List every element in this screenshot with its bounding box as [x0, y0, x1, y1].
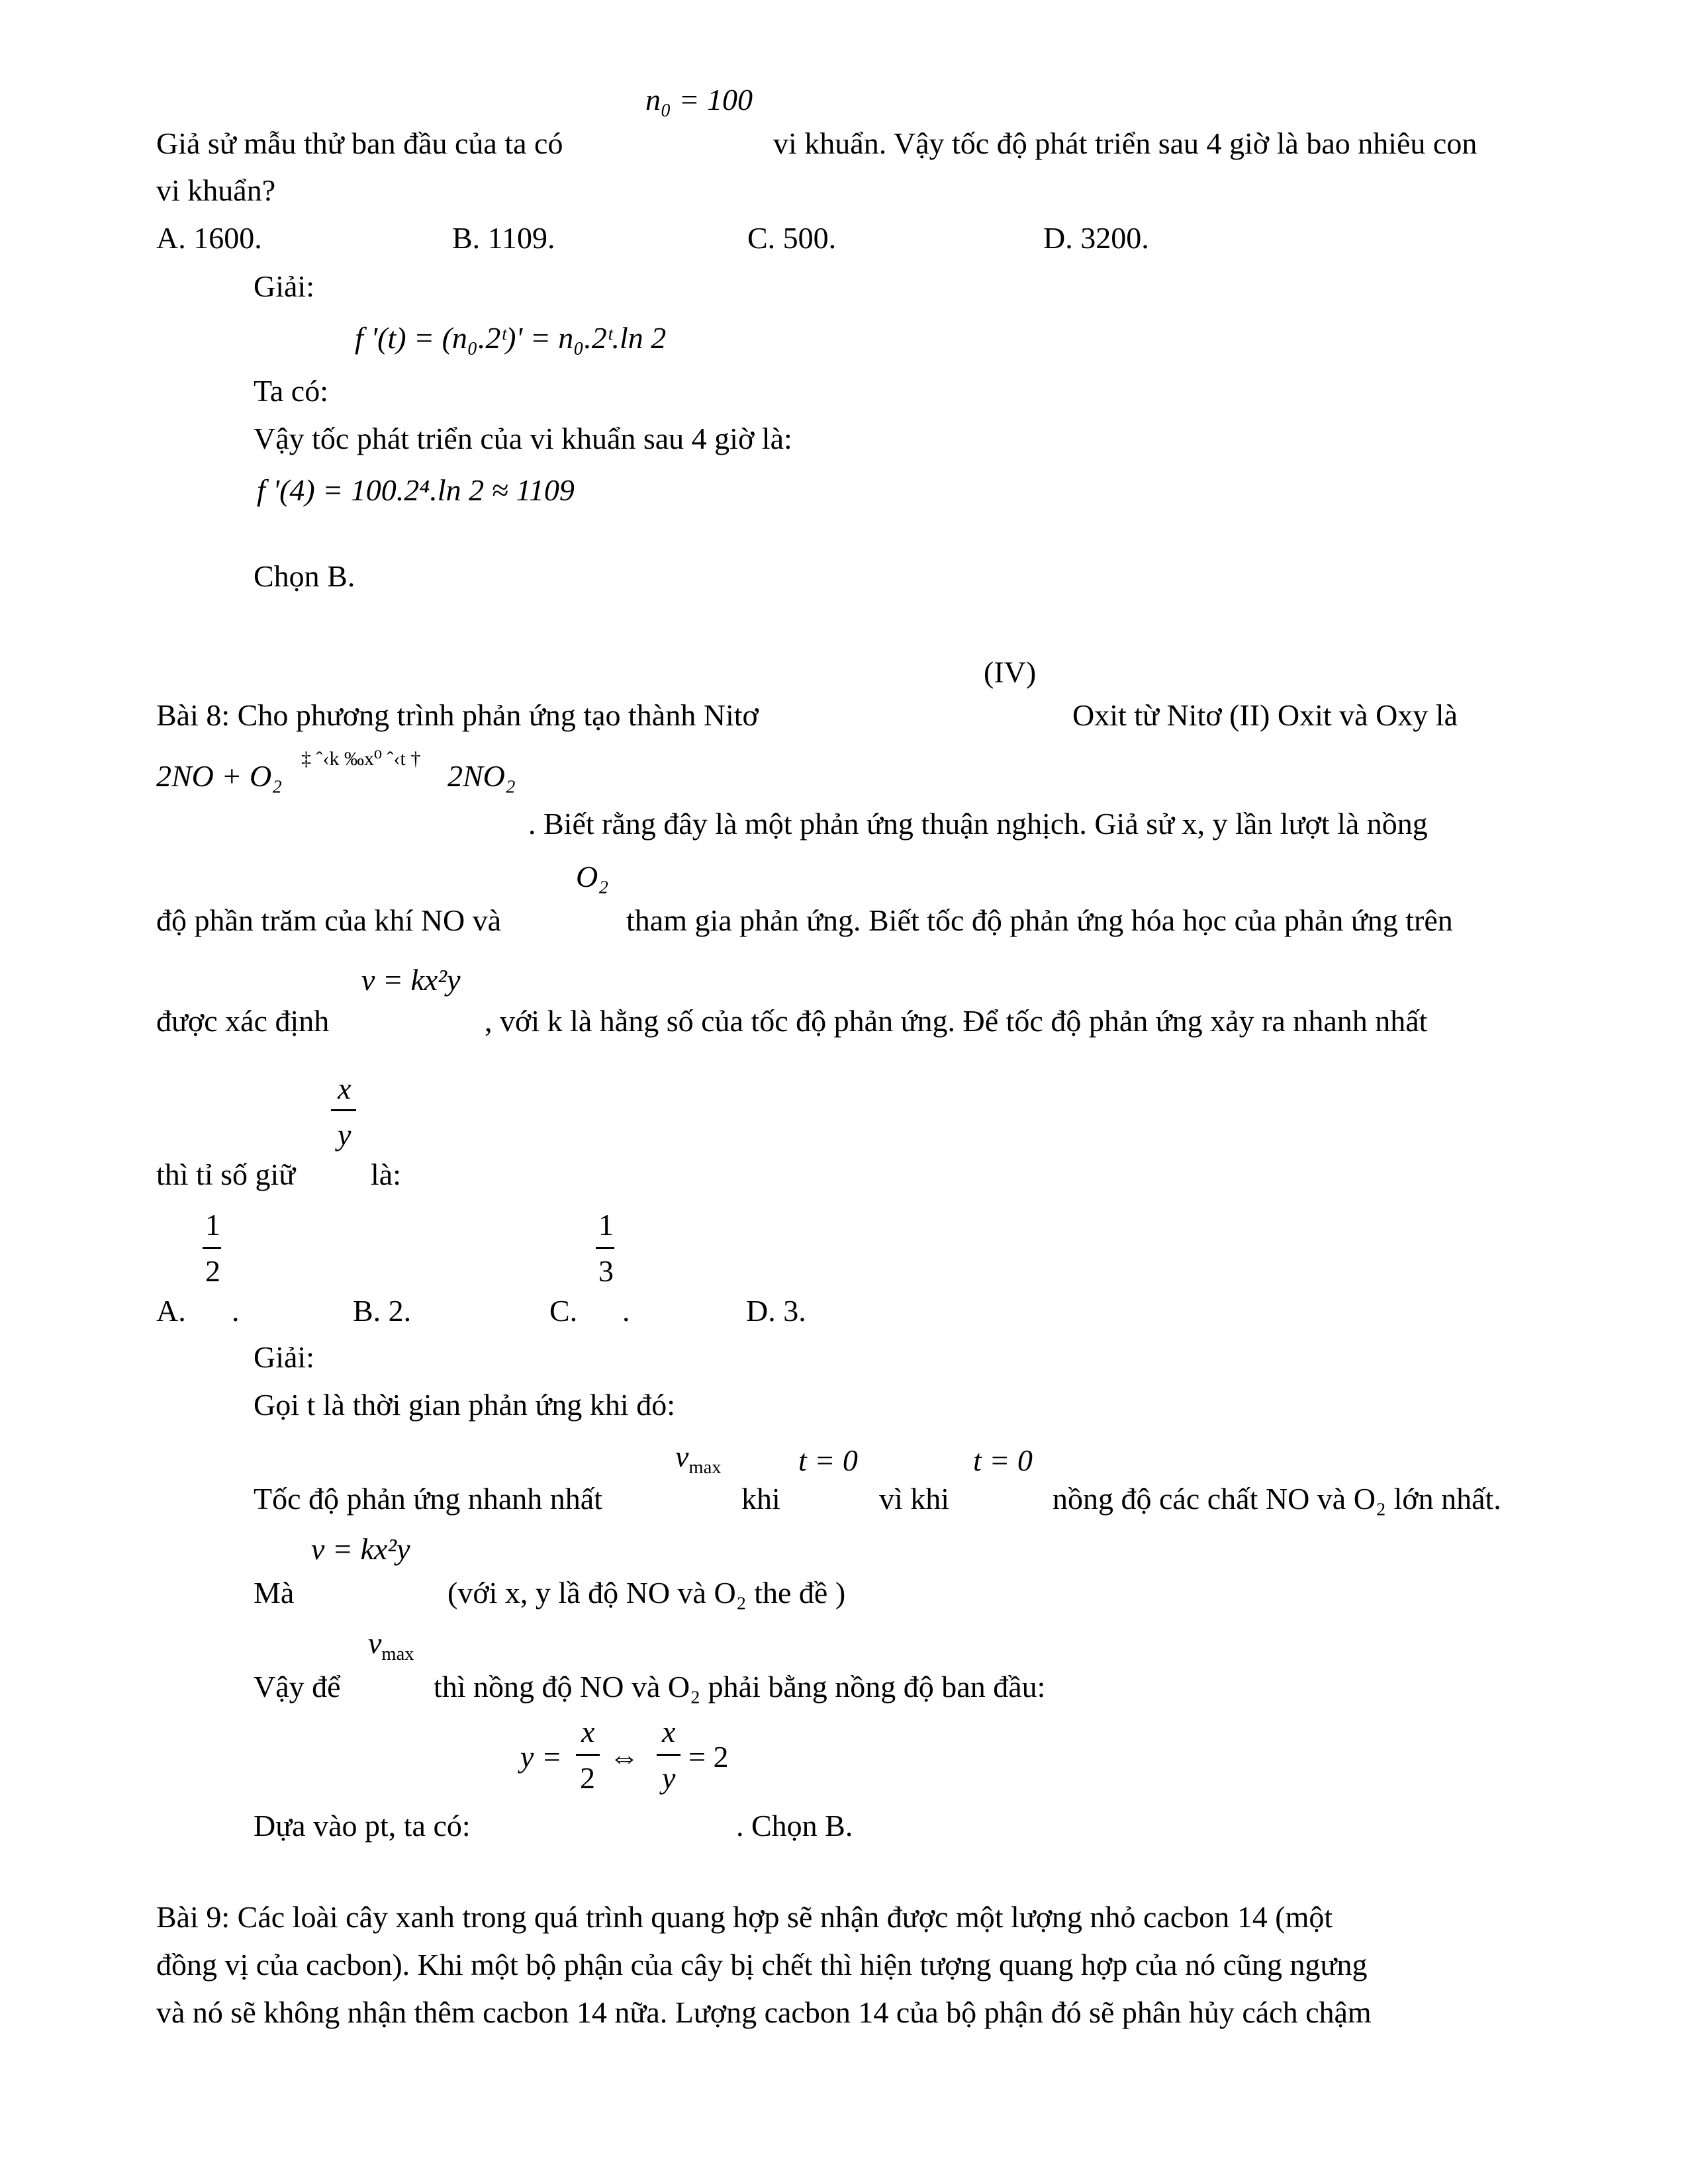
- n0-math: n₀ = 100: [645, 83, 753, 116]
- final-bar-2: [657, 1754, 680, 1756]
- text-line: Vậy tốc phát triển của vi khuẩn sau 4 giờ là:: [254, 422, 792, 455]
- option-a-den: 2: [205, 1254, 220, 1288]
- text-line: độ phần trăm của khí NO và: [156, 903, 502, 937]
- text-line: Giả sử mẫu thử ban đầu của ta có: [156, 126, 563, 160]
- text-line: là:: [371, 1158, 401, 1191]
- text-line: và nó sẽ không nhận thêm cacbon 14 nữa. Lượng cacbon 14 của bộ phận đó sẽ phân hủy cách chậm: [156, 1995, 1372, 2029]
- problem-title: Bài 9: Các loài cây xanh trong quá trình quang hợp sẽ nhận được một lượng nhỏ cacbon 14 (một: [156, 1900, 1333, 1934]
- final-21: 2: [580, 1761, 595, 1795]
- answer-choice: Chọn B.: [254, 559, 355, 593]
- option-d: D. 3.: [746, 1294, 806, 1328]
- text-line: nồng độ các chất NO và O₂ lớn nhất.: [1053, 1482, 1501, 1516]
- text-line: (với x, y lầ độ NO và O₂ the đề ): [447, 1576, 846, 1610]
- vmax-symbol: $v_{max}$: [675, 1439, 722, 1479]
- result-formula: f '(4) = 100.2⁴.ln 2 ≈ 1109: [257, 473, 575, 507]
- final-eq2: = 2: [688, 1740, 729, 1774]
- text-line: vì khi: [879, 1482, 950, 1516]
- option-d: D. 3200.: [1043, 221, 1149, 255]
- option-b: B. 1109.: [452, 221, 555, 255]
- text-line: thì tỉ số giữ: [156, 1158, 296, 1191]
- final-y: y =: [520, 1740, 562, 1774]
- text-line: thì nồng độ NO và O₂ phải bằng nồng độ ban đầu:: [434, 1670, 1046, 1704]
- option-c-bar: [596, 1247, 614, 1249]
- text-line: Gọi t là thời gian phản ứng khi đó:: [254, 1388, 675, 1422]
- final-y2: y: [662, 1761, 676, 1795]
- final-bar-1: [576, 1754, 600, 1756]
- vmax-symbol: $v_{max}$: [368, 1626, 414, 1665]
- o2-formula: O₂: [576, 860, 609, 893]
- option-a: A. 1600.: [156, 221, 262, 255]
- derivative-formula: f '(t) = (n₀.2ᵗ)' = n₀.2ᵗ.ln 2: [355, 321, 667, 355]
- option-c-dot: .: [622, 1294, 630, 1328]
- option-c-den: 3: [598, 1254, 614, 1288]
- text-line: Oxit từ Nitơ (II) Oxit và Oxy là: [1072, 698, 1458, 732]
- option-b: B. 2.: [353, 1294, 412, 1328]
- option-c: C. 500.: [747, 221, 837, 255]
- fraction-bar: [331, 1109, 356, 1111]
- option-a-num: 1: [205, 1208, 220, 1242]
- reaction-arrow: ‡ ˆ‹k ‰x⁰ ˆ‹t †: [301, 748, 421, 770]
- reaction-right: 2NO₂: [447, 759, 516, 793]
- solution-heading: Giải:: [254, 1340, 314, 1374]
- answer-choice: . Chọn B.: [736, 1809, 853, 1843]
- fraction-numerator: x: [338, 1071, 352, 1105]
- text-line: đồng vị của cacbon). Khi một bộ phận của cây bị chết thì hiện tượng quang hợp của nó cũng ngưng: [156, 1948, 1368, 1981]
- text-line: khi: [741, 1482, 780, 1516]
- text-line: Tốc độ phản ứng nhanh nhất: [254, 1482, 602, 1516]
- text-line: Mà: [254, 1576, 295, 1610]
- option-a-dot: .: [232, 1294, 240, 1328]
- rate-formula: v = kx²y: [311, 1532, 410, 1566]
- text-line: được xác định: [156, 1004, 330, 1038]
- text-line: tham gia phản ứng. Biết tốc độ phản ứng hóa học của phản ứng trên: [626, 903, 1453, 937]
- text-line: vi khuẩn. Vậy tốc độ phát triển sau 4 giờ là bao nhiêu con: [773, 126, 1477, 160]
- t-zero: t = 0: [798, 1443, 858, 1477]
- final-iff: ⇔: [609, 1740, 639, 1774]
- final-x2: x: [662, 1715, 676, 1749]
- text-line: vi khuẩn?: [156, 173, 276, 207]
- t-zero: t = 0: [973, 1443, 1033, 1477]
- reaction-left: 2NO + O₂: [156, 759, 283, 793]
- option-a: A.: [156, 1294, 186, 1328]
- fraction-denominator: y: [338, 1118, 352, 1152]
- text-line: Vậy để: [254, 1670, 341, 1704]
- text-line: . Biết rằng đây là một phản ứng thuận nghịch. Giả sử x, y lần lượt là nồng: [528, 807, 1428, 841]
- option-c: C.: [549, 1294, 578, 1328]
- option-a-bar: [203, 1247, 221, 1249]
- text-line: , với k là hằng số của tốc độ phản ứng. Để tốc độ phản ứng xảy ra nhanh nhất: [485, 1004, 1428, 1038]
- option-c-num: 1: [598, 1208, 614, 1242]
- rate-formula: v = kx²y: [361, 963, 461, 997]
- problem-title: Bài 8: Cho phương trình phản ứng tạo thành Nitơ: [156, 698, 759, 732]
- solution-heading: Giải:: [254, 269, 314, 303]
- final-x1: x: [581, 1715, 595, 1749]
- text-line: Dựa vào pt, ta có:: [254, 1809, 471, 1843]
- roman-iv: (IV): [984, 655, 1037, 689]
- text-line: Ta có:: [254, 374, 329, 408]
